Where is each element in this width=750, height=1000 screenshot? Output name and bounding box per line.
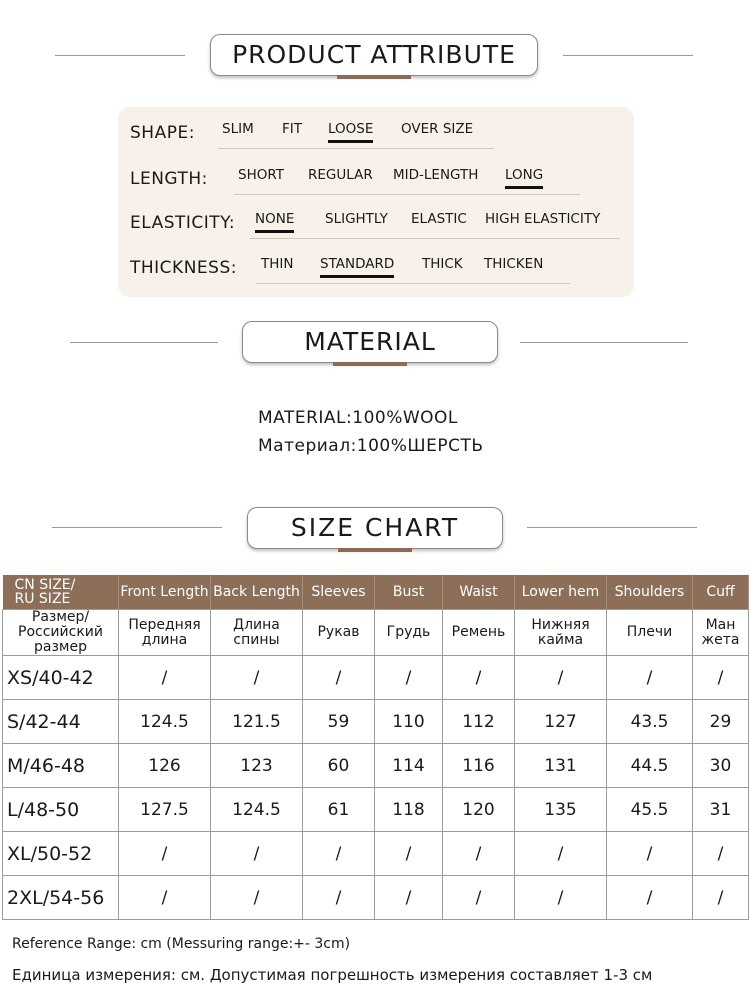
table-row xyxy=(3,744,749,788)
column-header-ru: Ман жета xyxy=(693,610,749,656)
option-standard-selected: STANDARD xyxy=(320,256,395,272)
column-header-en: Front Length xyxy=(119,575,211,610)
option-none-selected: NONE xyxy=(255,211,295,227)
title-underline xyxy=(337,75,411,79)
measurement-cell: 124.5 xyxy=(119,700,211,744)
size-label-cell: M/46-48 xyxy=(3,744,119,788)
measurement-cell: 120 xyxy=(443,788,515,832)
option-thick: THICK xyxy=(422,256,463,272)
measurement-cell: / xyxy=(303,656,375,700)
size-label-cell: XS/40-42 xyxy=(3,656,119,700)
measurement-cell: 45.5 xyxy=(607,788,693,832)
material-english: MATERIAL:100%WOOL xyxy=(258,408,458,428)
measurement-cell: 43.5 xyxy=(607,700,693,744)
measurement-cell: / xyxy=(693,656,749,700)
measurement-cell: / xyxy=(303,832,375,876)
measurement-cell: / xyxy=(375,876,443,920)
divider-right xyxy=(527,527,697,528)
option-short: SHORT xyxy=(238,167,284,183)
attribute-panel xyxy=(118,107,634,297)
measurement-cell: / xyxy=(443,876,515,920)
measurement-cell: / xyxy=(443,832,515,876)
material-russian: Материал:100%ШЕРСТЬ xyxy=(258,436,484,456)
measurement-cell: / xyxy=(607,876,693,920)
measurement-cell: 110 xyxy=(375,700,443,744)
option-fit: FIT xyxy=(282,121,302,137)
attribute-row-shape xyxy=(118,121,634,151)
column-header-ru: Ремень xyxy=(443,610,515,656)
measurement-cell: / xyxy=(211,656,303,700)
column-header-ru: Длина спины xyxy=(211,610,303,656)
attribute-rule xyxy=(250,238,620,239)
measurement-cell: / xyxy=(443,656,515,700)
measurement-cell: / xyxy=(607,832,693,876)
divider-right xyxy=(563,55,693,56)
reference-range-note: Reference Range: cm (Messuring range:+- 3cm) xyxy=(12,936,351,952)
column-header-en: Shoulders xyxy=(607,575,693,610)
table-row xyxy=(3,832,749,876)
divider-right xyxy=(520,342,688,343)
column-header-en: Cuff xyxy=(693,575,749,610)
measurement-cell: 118 xyxy=(375,788,443,832)
measurement-cell: / xyxy=(515,876,607,920)
measurement-cell: 112 xyxy=(443,700,515,744)
material-title: MATERIAL xyxy=(304,327,436,356)
option-mid-length: MID-LENGTH xyxy=(393,167,479,183)
option-long-selected: LONG xyxy=(505,167,544,183)
size-chart-table xyxy=(2,575,749,920)
attribute-row-elasticity xyxy=(118,211,634,241)
measurement-cell: 30 xyxy=(693,744,749,788)
table-row xyxy=(3,876,749,920)
measurement-cell: 59 xyxy=(303,700,375,744)
column-header-ru: Грудь xyxy=(375,610,443,656)
header-row-ru xyxy=(3,610,749,656)
option-elastic: ELASTIC xyxy=(411,211,467,227)
divider-left xyxy=(70,342,218,343)
column-header-ru: Рукав xyxy=(303,610,375,656)
table-row xyxy=(3,788,749,832)
material-title-box xyxy=(242,321,498,363)
column-header-en: Bust xyxy=(375,575,443,610)
attribute-row-length xyxy=(118,167,634,197)
size-chart-title: SIZE CHART xyxy=(290,513,460,542)
column-header-en: Back Length xyxy=(211,575,303,610)
column-header-en: Waist xyxy=(443,575,515,610)
measurement-cell: 124.5 xyxy=(211,788,303,832)
measurement-cell: / xyxy=(303,876,375,920)
attribute-label: THICKNESS: xyxy=(130,258,237,278)
measurement-cell: / xyxy=(211,876,303,920)
attribute-rule xyxy=(234,194,580,195)
option-loose-selected: LOOSE xyxy=(328,121,374,137)
measurement-cell: 61 xyxy=(303,788,375,832)
option-slim: SLIM xyxy=(222,121,254,137)
attribute-label: SHAPE: xyxy=(130,123,195,143)
measurement-cell: 116 xyxy=(443,744,515,788)
column-header-ru: Плечи xyxy=(607,610,693,656)
measurement-cell: / xyxy=(119,832,211,876)
attribute-rule xyxy=(218,148,494,149)
measurement-cell: 44.5 xyxy=(607,744,693,788)
option-regular: REGULAR xyxy=(308,167,373,183)
divider-left xyxy=(52,527,222,528)
measurement-cell: / xyxy=(211,832,303,876)
option-slightly: SLIGHTLY xyxy=(325,211,388,227)
divider-left xyxy=(55,55,185,56)
size-chart-title-box xyxy=(247,507,503,549)
product-attribute-title: PRODUCT ATTRIBUTE xyxy=(232,40,516,69)
measurement-cell: 127.5 xyxy=(119,788,211,832)
option-over-size: OVER SIZE xyxy=(401,121,474,137)
measurement-cell: 126 xyxy=(119,744,211,788)
measurement-cell: / xyxy=(515,832,607,876)
attribute-label: ELASTICITY: xyxy=(130,213,236,233)
attribute-label: LENGTH: xyxy=(130,169,208,189)
measurement-cell: / xyxy=(693,876,749,920)
measurement-cell: 135 xyxy=(515,788,607,832)
measurement-cell: 127 xyxy=(515,700,607,744)
measurement-cell: 29 xyxy=(693,700,749,744)
measurement-cell: / xyxy=(693,832,749,876)
size-label-cell: 2XL/54-56 xyxy=(3,876,119,920)
measurement-cell: 60 xyxy=(303,744,375,788)
size-label-cell: L/48-50 xyxy=(3,788,119,832)
column-header-ru: Размер/ Российский размер xyxy=(3,610,119,656)
header-row-en xyxy=(3,575,749,610)
measurement-cell: / xyxy=(375,656,443,700)
measurement-cell: / xyxy=(607,656,693,700)
measurement-cell: / xyxy=(119,876,211,920)
option-thin: THIN xyxy=(261,256,294,272)
measurement-note-ru: Единица измерения: см. Допустимая погрешность измерения составляет 1-3 см xyxy=(12,966,653,984)
table-row xyxy=(3,700,749,744)
attribute-rule xyxy=(256,283,570,284)
measurement-cell: / xyxy=(119,656,211,700)
measurement-cell: 121.5 xyxy=(211,700,303,744)
table-row xyxy=(3,656,749,700)
measurement-cell: 114 xyxy=(375,744,443,788)
measurement-cell: 131 xyxy=(515,744,607,788)
product-attribute-title-box xyxy=(210,34,538,76)
measurement-cell: 31 xyxy=(693,788,749,832)
title-underline xyxy=(338,548,412,552)
column-header-ru: Нижняя кайма xyxy=(515,610,607,656)
size-label-cell: XL/50-52 xyxy=(3,832,119,876)
title-underline xyxy=(333,362,407,366)
column-header-en: Sleeves xyxy=(303,575,375,610)
column-header-ru: Передняя длина xyxy=(119,610,211,656)
measurement-cell: / xyxy=(515,656,607,700)
measurement-cell: 123 xyxy=(211,744,303,788)
measurement-cell: / xyxy=(375,832,443,876)
option-thicken: THICKEN xyxy=(484,256,544,272)
column-header-en: Lower hem xyxy=(515,575,607,610)
attribute-row-thickness xyxy=(118,256,634,286)
option-high-elasticity: HIGH ELASTICITY xyxy=(485,211,601,227)
column-header-en: CN SIZE/ RU SIZE xyxy=(3,575,119,610)
size-label-cell: S/42-44 xyxy=(3,700,119,744)
